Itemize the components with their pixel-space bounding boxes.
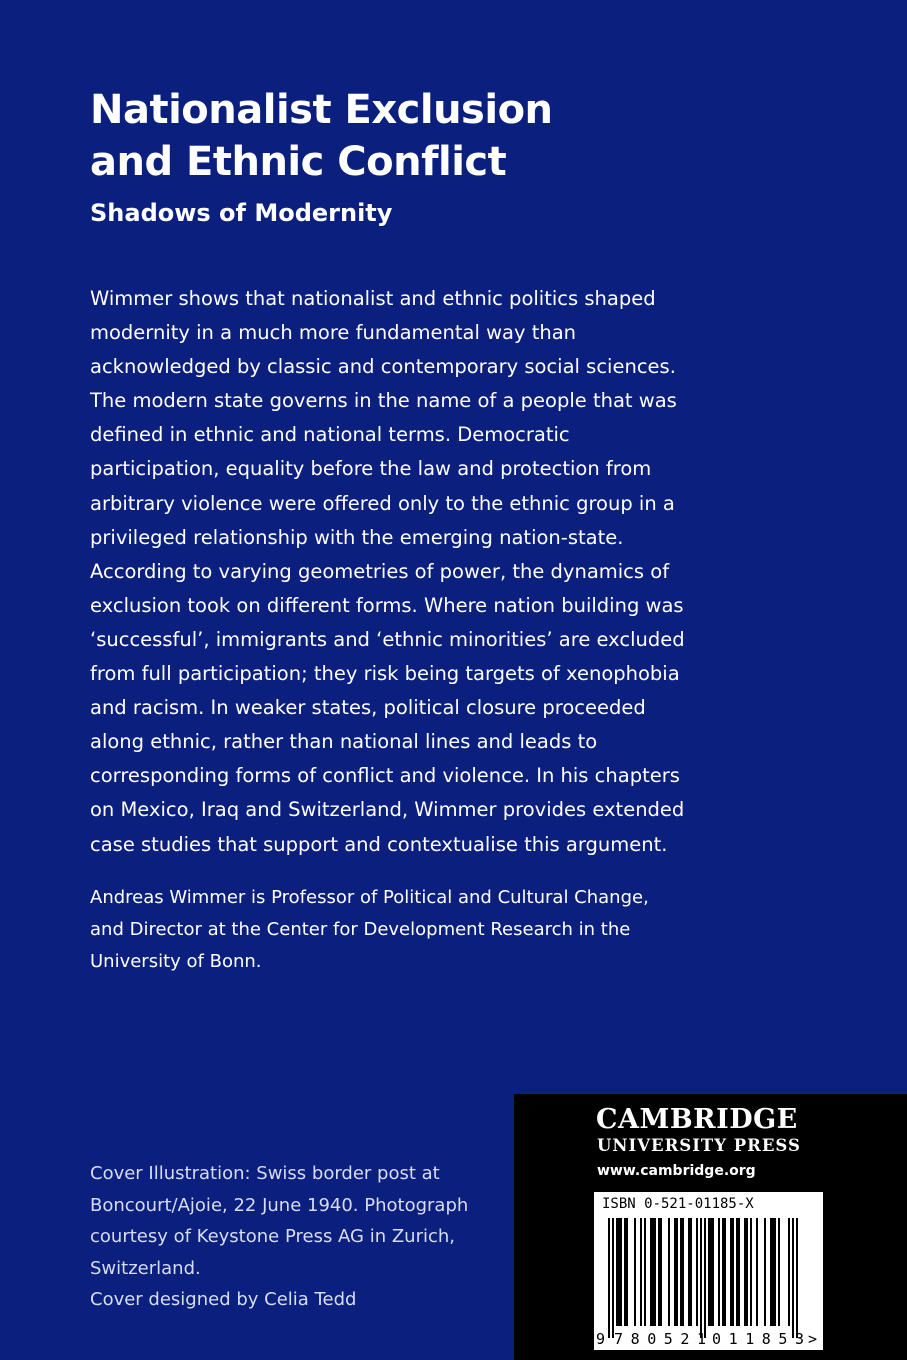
blurb-line: acknowledged by classic and contemporary social sciences.	[90, 355, 676, 379]
barcode-bar	[708, 1218, 710, 1326]
blurb-line: ‘successful’, immigrants and ‘ethnic minorities’ are excluded	[90, 627, 685, 651]
credit-line: Switzerland.	[90, 1257, 201, 1279]
book-subtitle: Shadows of Modernity	[90, 199, 393, 227]
barcode-bar	[668, 1218, 670, 1326]
barcode-bar	[778, 1218, 780, 1326]
blurb-line: defined in ethnic and national terms. Democratic	[90, 423, 570, 447]
blurb-line: privileged relationship with the emerging nation-state.	[90, 525, 624, 549]
barcode-bar	[608, 1218, 610, 1338]
barcode-bar	[738, 1218, 740, 1326]
ean-left-group: 780521	[614, 1330, 706, 1348]
blurb-line: case studies that support and contextualise this argument.	[90, 832, 668, 856]
barcode-bar	[730, 1218, 732, 1326]
barcode-bar	[644, 1218, 646, 1326]
barcode-bar	[682, 1218, 684, 1326]
title-line: Nationalist Exclusion	[90, 87, 553, 133]
publisher-url: www.cambridge.org	[597, 1163, 756, 1179]
book-blurb	[90, 282, 710, 862]
book-title	[90, 84, 690, 188]
barcode-bar	[722, 1218, 724, 1326]
barcode-bar	[618, 1218, 620, 1326]
barcode-bar	[792, 1218, 794, 1338]
credit-line: courtesy of Keystone Press AG in Zurich,	[90, 1226, 456, 1248]
barcode-bar	[650, 1218, 652, 1326]
ean-right-group: 011853	[712, 1330, 804, 1348]
barcode-bar	[772, 1218, 774, 1326]
barcode-bar	[788, 1218, 790, 1326]
barcode-bar	[688, 1218, 690, 1326]
barcode-bar	[718, 1218, 720, 1326]
publisher-panel	[514, 1094, 907, 1360]
barcode-bar	[654, 1218, 656, 1326]
barcode-bar	[634, 1218, 636, 1326]
ean-end-mark: >	[808, 1330, 818, 1348]
barcode-bar	[724, 1218, 726, 1326]
barcode-bar	[626, 1218, 628, 1326]
isbn-label: ISBN 0-521-01185-X	[602, 1196, 754, 1212]
barcode-bar	[616, 1218, 618, 1326]
barcode-bar	[680, 1218, 682, 1326]
blurb-line: on Mexico, Iraq and Switzerland, Wimmer provides extended	[90, 798, 685, 822]
barcode-bar	[696, 1218, 698, 1326]
credit-line: Cover Illustration: Swiss border post at	[90, 1163, 440, 1184]
barcode-bar	[744, 1218, 746, 1326]
blurb-line: modernity in a much more fundamental way than	[90, 321, 577, 345]
blurb-line: from full participation; they risk being targets of xenophobia	[90, 662, 680, 686]
bio-line: and Director at the Center for Development Research in the	[90, 919, 631, 940]
barcode-bar	[774, 1218, 776, 1326]
barcode-bar	[764, 1218, 766, 1326]
ean-first-digit: 9	[596, 1330, 606, 1348]
barcode-bar	[640, 1218, 642, 1326]
blurb-line: participation, equality before the law and protection from	[90, 457, 652, 481]
blurb-line: exclusion took on different forms. Where nation building was	[90, 593, 684, 617]
barcode-box	[594, 1192, 823, 1350]
barcode-graphic	[594, 1192, 823, 1350]
barcode-bar	[660, 1218, 662, 1326]
title-line: and Ethnic Conflict	[90, 139, 507, 185]
barcode-bar	[612, 1218, 614, 1338]
barcode-bar	[732, 1218, 734, 1326]
cover-credits	[90, 1158, 490, 1316]
blurb-line: corresponding forms of conflict and violence. In his chapters	[90, 764, 680, 788]
barcode-bar	[770, 1218, 772, 1326]
barcode-bar	[652, 1218, 654, 1326]
blurb-line: arbitrary violence were offered only to the ethnic group in a	[90, 491, 675, 515]
bio-line: Andreas Wimmer is Professor of Political and Cultural Change,	[90, 887, 649, 908]
barcode-bar	[712, 1218, 714, 1326]
blurb-line: The modern state governs in the name of a people that was	[90, 389, 677, 413]
barcode-bar	[710, 1218, 712, 1326]
credit-line: Boncourt/Ajoie, 22 June 1940. Photograph	[90, 1194, 469, 1216]
barcode-bar	[704, 1218, 706, 1338]
barcode-bar	[700, 1218, 702, 1338]
barcode-bar	[620, 1218, 622, 1326]
barcode-bar	[676, 1218, 678, 1326]
barcode-bars	[608, 1218, 798, 1338]
publisher-logo: CAMBRIDGE	[596, 1104, 798, 1135]
credit-line: Cover designed by Celia Tedd	[90, 1289, 357, 1311]
barcode-bar	[796, 1218, 798, 1338]
barcode-bar	[674, 1218, 676, 1326]
barcode-bar	[746, 1218, 748, 1326]
blurb-line: Wimmer shows that nationalist and ethnic politics shaped	[90, 287, 656, 310]
publisher-subname: UNIVERSITY PRESS	[597, 1136, 801, 1155]
barcode-bar	[690, 1218, 692, 1326]
barcode-bar	[750, 1218, 752, 1326]
barcode-bar	[624, 1218, 626, 1326]
blurb-line: According to varying geometries of power, the dynamics of	[90, 559, 670, 583]
blurb-line: along ethnic, rather than national lines and leads to	[90, 730, 598, 754]
barcode-bar	[736, 1218, 738, 1326]
blurb-line: and racism. In weaker states, political closure proceeded	[90, 696, 646, 720]
barcode-bar	[756, 1218, 758, 1326]
author-bio	[90, 882, 710, 978]
bio-line: University of Bonn.	[90, 951, 262, 972]
barcode-bar	[658, 1218, 660, 1326]
